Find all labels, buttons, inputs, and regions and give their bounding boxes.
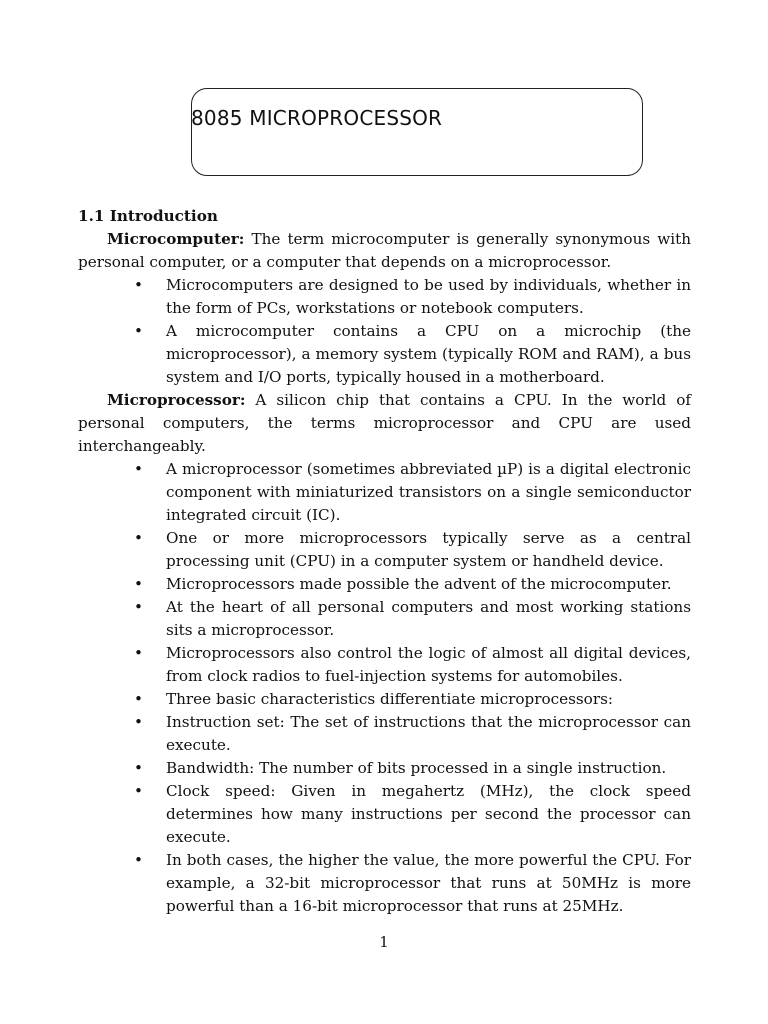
- section-heading: 1.1 Introduction: [78, 207, 218, 225]
- bullet-icon: •: [134, 690, 143, 708]
- bullet-icon: •: [134, 713, 143, 731]
- bullet-icon: •: [134, 276, 143, 294]
- microprocessor-bullet-list: [78, 458, 691, 918]
- list-item-text: A microprocessor (sometimes abbreviated µP) is a digital electronic component with miniaturized transistors on a single semiconductor integrated circuit (IC).: [166, 460, 691, 524]
- list-item-text: Three basic characteristics differentiate microprocessors:: [166, 690, 614, 708]
- list-item-text: Bandwidth: The number of bits processed in a single instruction.: [166, 759, 667, 777]
- list-item-text: In both cases, the higher the value, the more powerful the CPU. For example, a 32-bit microprocessor that runs at 50MHz is more powerful than a 16-bit microprocessor that runs at 25MHz.: [166, 851, 691, 915]
- bullet-icon: •: [134, 759, 143, 777]
- list-item: [134, 527, 691, 573]
- list-item: [134, 757, 691, 780]
- document-body: [78, 205, 691, 918]
- microcomputer-paragraph: [78, 228, 691, 274]
- page-number: 1: [379, 933, 389, 951]
- list-item: [134, 573, 691, 596]
- bullet-icon: •: [134, 460, 143, 478]
- list-item-text: A microcomputer contains a CPU on a microchip (the microprocessor), a memory system (typically ROM and RAM), a bus system and I/O ports, typically housed in a motherboard.: [166, 322, 691, 386]
- page-title: 8085 MICROPROCESSOR: [191, 106, 443, 130]
- list-item-text: One or more microprocessors typically serve as a central processing unit (CPU) in a computer system or handheld device.: [166, 529, 691, 570]
- title-box: [191, 88, 643, 176]
- microcomputer-definition: The term microcomputer is generally synonymous with personal computer, or a computer that depends on a microprocessor.: [78, 230, 691, 271]
- list-item: [134, 596, 691, 642]
- list-item-text: At the heart of all personal computers and most working stations sits a microprocessor.: [166, 598, 691, 639]
- list-item-text: Microprocessors also control the logic of almost all digital devices, from clock radios to fuel-injection systems for automobiles.: [166, 644, 691, 685]
- list-item: [134, 320, 691, 389]
- list-item-text: Microprocessors made possible the advent of the microcomputer.: [166, 575, 672, 593]
- bullet-icon: •: [134, 598, 143, 616]
- list-item: [134, 642, 691, 688]
- list-item: [134, 849, 691, 918]
- bullet-icon: •: [134, 851, 143, 869]
- bullet-icon: •: [134, 782, 143, 800]
- microcomputer-term: Microcomputer:: [107, 230, 245, 248]
- bullet-icon: •: [134, 644, 143, 662]
- list-item-text: Microcomputers are designed to be used by individuals, whether in the form of PCs, workstations or notebook computers.: [166, 276, 691, 317]
- list-item-text: Clock speed: Given in megahertz (MHz), the clock speed determines how many instructions per second the processor can execute.: [166, 782, 691, 846]
- bullet-icon: •: [134, 322, 143, 340]
- microprocessor-term: Microprocessor:: [107, 391, 246, 409]
- bullet-icon: •: [134, 575, 143, 593]
- list-item: [134, 274, 691, 320]
- list-item: [134, 688, 691, 711]
- microprocessor-paragraph: [78, 389, 691, 458]
- list-item-text: Instruction set: The set of instructions that the microprocessor can execute.: [166, 713, 691, 754]
- bullet-icon: •: [134, 529, 143, 547]
- list-item: [134, 458, 691, 527]
- list-item: [134, 711, 691, 757]
- microprocessor-definition: A silicon chip that contains a CPU. In the world of personal computers, the terms microprocessor and CPU are used interchangeably.: [78, 391, 691, 455]
- microcomputer-bullet-list: [78, 274, 691, 389]
- list-item: [134, 780, 691, 849]
